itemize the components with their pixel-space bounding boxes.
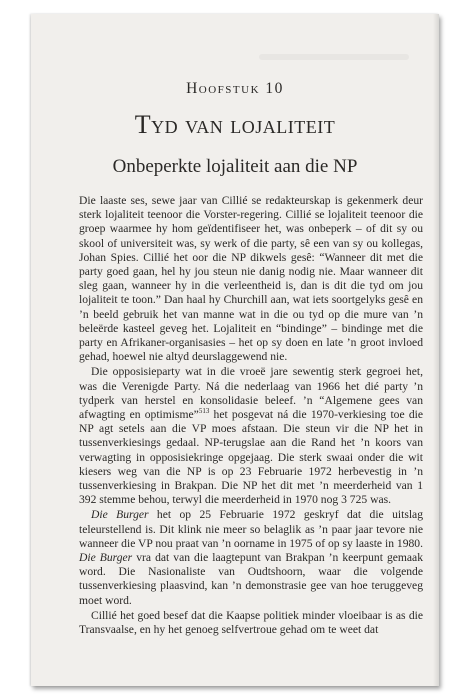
section-subtitle: Onbeperkte lojaliteit aan die NP <box>112 156 358 177</box>
paragraph-3 <box>79 508 423 607</box>
paragraph-4: Cillié het goed besef dat die Kaapse politiek minder vloeibaar is as die Transvaalse, en hy het genoeg selfvertroue gehad om te weet dat <box>79 608 423 637</box>
paragraph-2-text-a: Die opposisieparty wat in die vroeë jare sewentig sterk gegroei het, was die Verenigde Party. Ná die nederlaag van 1966 het dié party ’n tydperk van herstel en konsolidasie beleef. ’n “Algemene gees van afwagting en optimisme” <box>79 365 423 422</box>
paragraph-3-text-b: vra dat van die laagtepunt van Brakpan ’n keerpunt gemaak word. Die Nasionaliste van Oudtshoorn, waar die volgende tussenverkiesing plaasvind, kan ’n demonstrasie gee van hoe teruggeveg moet word. <box>79 551 423 607</box>
paragraph-1: Die laaste ses, sewe jaar van Cillié se redakteurskap is gekenmerk deur sterk lojaliteit teenoor die Vorster-regering. Cillié se lojaliteit teenoor die groep waarmee hy hom geïdentifiseer het, was onbeperk – of dit sy ou skool of universiteit was, sy werk of die party, sê een van sy ou kollegas, Johan Spies. Cillié het oor die NP dikwels gesê: “Wanneer dit met die party goed gaan, hel hy jou steun nie danig nodig nie. Maar wanneer dit sleg gaan, wanneer hy in die verleentheid is, dan is dit die tyd om jou lojaliteit te toon.” Dan haal hy Churchill aan, wat iets soortgelyks gesê en ’n beeld gebruik het van manne wat in die ou tyd op die mure van ’n beleërde kasteel geveg het. Lojaliteit en “bindinge” – bindinge met die party en Afrikaner-organisasies – het op sy doen en late ’n groot invloed gehad, hoewel nie altyd deurslaggewend nie. <box>79 194 423 364</box>
newspaper-title: Die Burger <box>91 508 149 522</box>
chapter-heading: Hoofstuk 10 <box>186 80 284 97</box>
show-through-text <box>259 54 409 60</box>
paragraph-2-text-b: het posgevat ná die 1970-verkiesing toe die NP agt setels aan die VP moes afstaan. Die steun vir die NP het in tussenverkiesings gedaal. NP-terugslae aan die Rand het ’n koors van verwagting in opposisiekringe opgejaag. Die sterk swaai onder die wit kiesers weg van die NP is op 23 Februarie 1972 herbevestig in ’n tussenverkiesing in Brakpan. Die NP het dit met ’n meerderheid van 1 392 stemme behou, terwyl die meerderheid in 1970 nog 3 725 was. <box>79 408 423 507</box>
paragraph-3-text-a: het op 25 Februarie 1972 geskryf dat die uitslag teleurstellend is. Dit klink nie meer so belaglik as ’n paar jaar tevore nie wanneer die VP nou praat van ’n oorname in 1975 of op sy laaste in 1980. <box>79 508 423 550</box>
book-page <box>31 14 439 686</box>
chapter-title: Tyd van lojaliteit <box>134 110 336 139</box>
paragraph-2 <box>79 365 423 507</box>
footnote-marker: 513 <box>198 407 210 416</box>
body-text <box>79 194 423 638</box>
newspaper-title: Die Burger <box>79 551 133 565</box>
